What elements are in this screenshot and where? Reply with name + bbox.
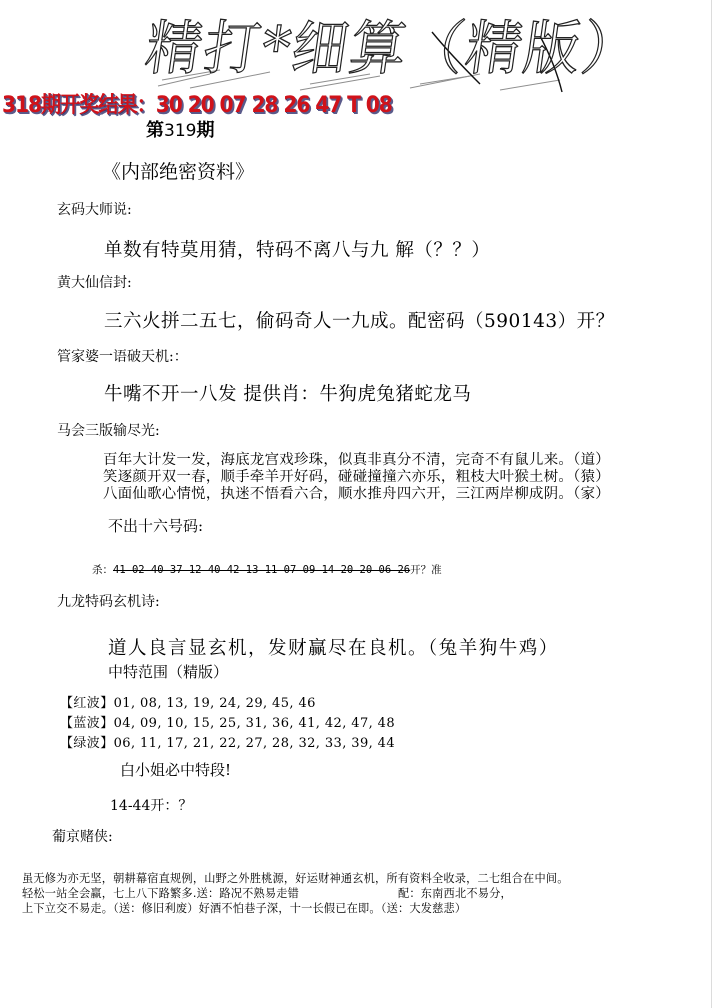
wave-row-blue: [60, 712, 395, 731]
kill-suffix: 开？准: [410, 564, 442, 576]
page-edge-rule: [711, 0, 712, 1008]
calligraphy-title: 精打*细算（精版）: [141, 14, 645, 83]
mahui-sub-label: 不出十六号码:: [108, 517, 204, 535]
draw-result: 318期开奖结果：30 20 07 28 26 47 T 08: [2, 93, 392, 118]
mahui-poem: [103, 452, 610, 503]
document-title: 《内部绝密资料》: [102, 161, 255, 183]
poem-line: 八面仙歌心情悦，执迷不悟看六合，顺水推舟四六开，三江两岸柳成阴。（家）: [103, 486, 610, 502]
footer-line: 虽无修为亦无坚，朝耕幕宿直规例，山野之外胜桃源，好运财神通玄机，所有资料全收录，二七组合在中间。: [22, 872, 569, 885]
footer-line: 轻松一站全会赢，七上八下路繁多.送：路况不熟易走错: [22, 887, 300, 900]
section-label-xuanma: 玄码大师说:: [57, 202, 132, 218]
issue-number: [146, 116, 214, 142]
wave-numbers: 04, 09, 10, 15, 25, 31, 36, 41, 42, 47, 48: [113, 716, 396, 731]
section-text-guanjiapo: 牛嘴不开一八发 提供肖：牛狗虎兔猪蛇龙马: [104, 384, 472, 405]
kill-numbers-line: [92, 562, 442, 577]
poem-line: 笑逐颜开双一春，顺手牵羊开好码，碰碰撞撞六亦乐，粗枝大叶猴土树。（猿）: [103, 469, 610, 485]
kill-prefix: 杀：: [92, 564, 113, 576]
wave-tag: 【绿波】: [60, 736, 114, 751]
footer-line: 上下立交不易走。（送：修旧利废）好酒不怕巷子深，十一长假已在即。（送：大发慈悲）: [22, 902, 467, 915]
calligraphy-header: [141, 14, 645, 94]
section-text-xuanma: 单数有特莫用猜，特码不离八与九 解（？？）: [104, 240, 491, 261]
section-label-guanjiapo: 管家婆一语破天机:：: [57, 349, 188, 365]
kill-numbers: 41 02 40 37 12 40 42 13 11 07 09 14 20 20 06 26: [113, 564, 411, 576]
section-label-jiulong: 九龙特码玄机诗:: [57, 594, 160, 610]
wave-row-green: [60, 732, 395, 751]
issue-num: 319: [164, 121, 197, 141]
range-label: 中特范围（精版）: [108, 663, 229, 681]
wave-numbers: 06, 11, 17, 21, 22, 27, 28, 32, 33, 39, 44: [113, 736, 396, 751]
section-label-pujing: 葡京赌侠:: [52, 829, 113, 845]
wave-row-red: [60, 692, 316, 711]
poem-line: 百年大计发一发，海底龙宫戏珍珠，似真非真分不清，完奇不有鼠儿来。（道）: [103, 452, 610, 468]
section-text-huangdaxian: 三六火拼二五七，偷码奇人一九成。配密码（590143）开？: [104, 311, 615, 332]
wave-tag: 【红波】: [60, 696, 114, 711]
issue-suffix: 期: [196, 120, 215, 141]
wave-numbers: 01, 08, 13, 19, 24, 29, 45, 46: [113, 696, 316, 711]
baixiaojie-range: 14-44开：？: [110, 798, 193, 814]
section-label-huangdaxian: 黄大仙信封:: [57, 275, 132, 291]
section-label-mahui: 马会三版输尽光:: [57, 423, 160, 439]
section-text-jiulong: 道人良言显玄机，发财赢尽在良机。（兔羊狗牛鸡）: [108, 638, 559, 659]
baixiaojie-text: 白小姐必中特段!: [120, 761, 232, 779]
wave-tag: 【蓝波】: [60, 716, 114, 731]
issue-prefix: 第: [146, 120, 164, 141]
footer-line: 配：东南西北不易分，: [398, 887, 512, 900]
